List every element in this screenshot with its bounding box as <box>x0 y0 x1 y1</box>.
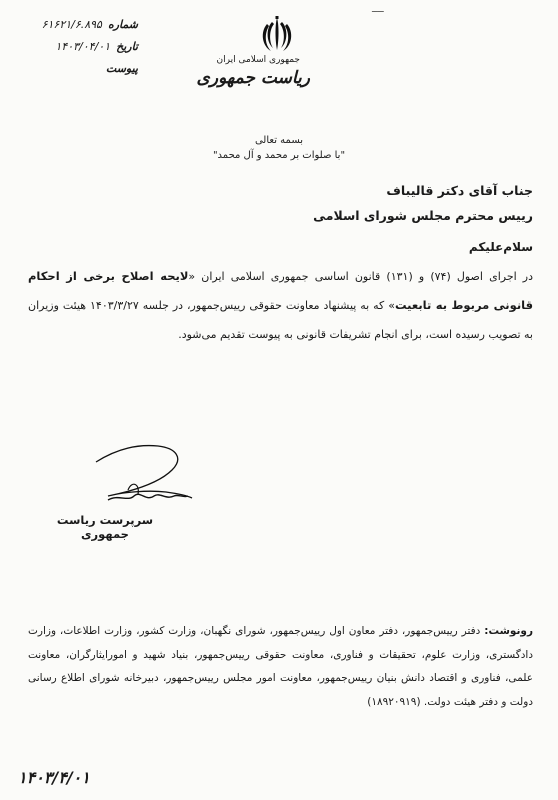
letter-meta <box>18 14 138 80</box>
bismillah-line: بسمه تعالی <box>254 135 304 146</box>
cc-label: رونوشت: <box>484 625 533 637</box>
letter-number-label: شماره <box>107 18 138 31</box>
iran-emblem-icon <box>256 14 298 56</box>
addressee-block <box>313 178 533 228</box>
addressee-name: جناب آقای دکتر قالیباف <box>386 183 533 198</box>
letter-date-row <box>18 36 138 58</box>
addressee-title: رییس محترم مجلس شورای اسلامی <box>313 208 533 223</box>
cc-recipients: دفتر رییس‌جمهور، دفتر معاون اول رییس‌جمهور، شورای نگهبان، وزارت کشور، وزارت اطلاعات، وزارت دادگستری، وزارت علوم، تحقیقات و فناوری، معاونت حقوقی رییس‌جمهور، بنیاد شهید و امورایثارگران، معاونت علمی، فناوری و اقتصاد دانش بنیان رییس‌جمهور، معاونت امور مجلس رییس‌جمهور، دبیرخانه شورای اطلاع رسانی دولت و دفتر هیئت دولت. (۱۸۹۲۰۹۱۹) <box>28 625 533 708</box>
letter-date: ۱۴۰۳/۰۴/۰۱ <box>55 40 111 53</box>
footer-date: ۱۴۰۳/۴/۰۱ <box>18 768 90 787</box>
greeting: سلام‌علیکم <box>468 240 533 254</box>
salavat-line: "با صلوات بر محمد و آل محمد" <box>212 150 346 161</box>
signer-title: سرپرست ریاست جمهوری <box>56 513 154 541</box>
org-name-small: جمهوری اسلامی ایران <box>216 55 300 65</box>
corner-mark: ــــ <box>372 4 384 15</box>
letter-number: ۶۱۶۲۱/۶.۸۹۵ <box>41 18 102 31</box>
letter-attachment-row <box>18 58 138 80</box>
letter-date-label: تاریخ <box>116 40 138 53</box>
bill-title: لایحه اصلاح برخی از احکام قانونی مربوط به تابعیت <box>28 269 533 312</box>
body-part-2: » که به پیشنهاد معاونت حقوقی رییس‌جمهور، در جلسه ۱۴۰۳/۳/۲۷ هیئت وزیران به تصویب رسیده است، برای انجام تشریفات قانونی به پیوست تقدیم می‌شود. <box>28 299 533 341</box>
handwritten-signature <box>88 440 208 520</box>
letter-attachment-label: پیوست <box>105 62 138 75</box>
letter-body <box>28 262 533 349</box>
body-part-1: در اجرای اصول (۷۴) و (۱۳۱) قانون اساسی جمهوری اسلامی ایران « <box>188 270 534 283</box>
cc-block <box>28 620 533 714</box>
letter-number-row <box>18 14 138 36</box>
org-name-main: ریاست جمهوری <box>196 68 310 88</box>
